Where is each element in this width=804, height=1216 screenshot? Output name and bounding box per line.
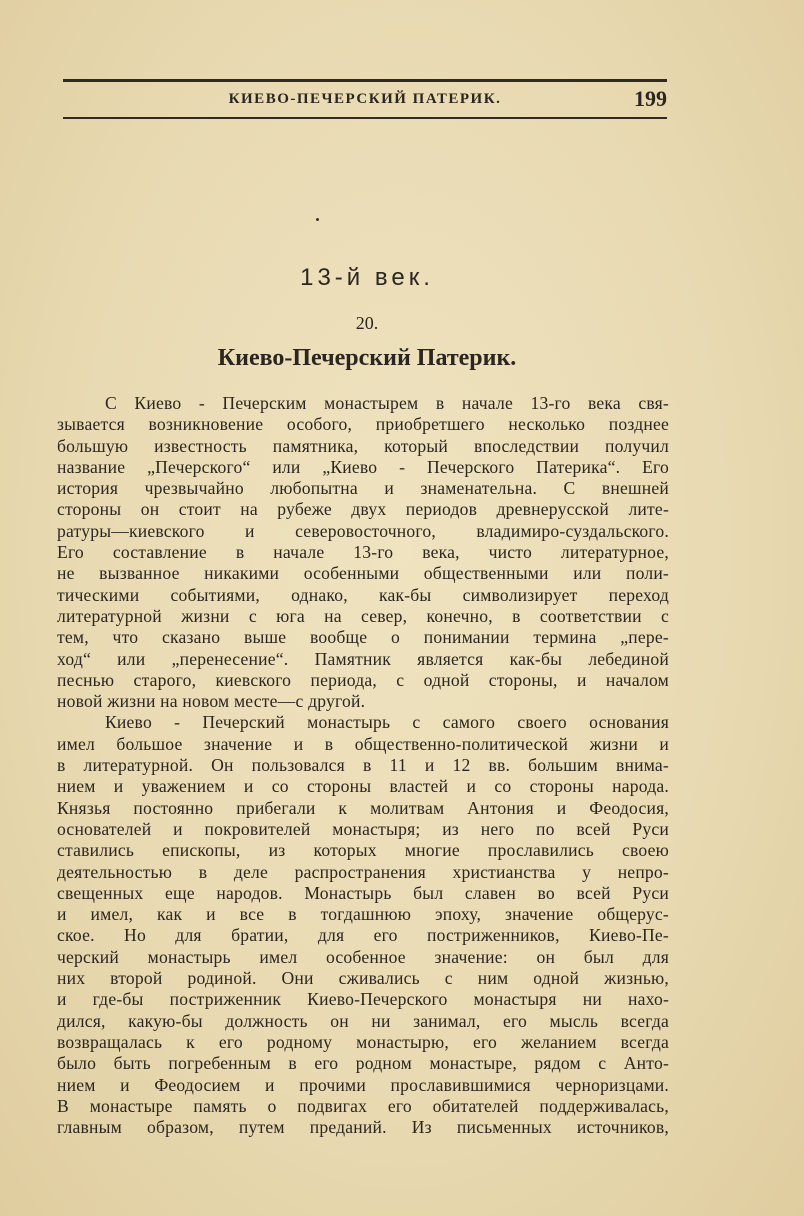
text-line: деятельностью в деле распространения христианства у непро- bbox=[57, 861, 669, 882]
text-line: ское. Но для братии, для его постриженников, Киево-Пе- bbox=[57, 925, 669, 946]
text-line: черский монастырь имел особенное значение: он был для bbox=[57, 946, 669, 967]
running-head bbox=[63, 86, 667, 114]
text-line: Киево - Печерский монастырь с самого своего основания bbox=[105, 712, 669, 733]
text-line: них второй родиной. Они сживались с ним одной жизнью, bbox=[57, 968, 669, 989]
text-line: новой жизни на новом месте—с другой. bbox=[57, 691, 366, 712]
text-line: возвращалась к его родному монастырю, его желанием всегда bbox=[57, 1031, 669, 1052]
text-line: основателей и покровителей монастыря; из него по всей Руси bbox=[57, 818, 669, 839]
text-line: история чрезвычайно любопытна и знаменательна. С внешней bbox=[57, 478, 669, 499]
text-line: ратуры—киевского и северовосточного, владимиро-суздальского. bbox=[57, 520, 669, 541]
text-line: главным образом, путем преданий. Из письменных источников, bbox=[57, 1117, 669, 1138]
section-title: 13-й век. bbox=[300, 264, 434, 291]
text-line: тем, что сказано выше вообще о понимании термина „пере- bbox=[57, 627, 669, 648]
text-line: дился, какую-бы должность он ни занимал, его мысль всегда bbox=[57, 1010, 669, 1031]
text-line: С Киево - Печерским монастырем в начале 13-го века свя- bbox=[105, 393, 669, 413]
print-speck bbox=[316, 218, 319, 221]
text-line: Князья постоянно прибегали к молитвам Антония и Феодосия, bbox=[57, 797, 669, 818]
text-line: и где-бы постриженник Киево-Печерского монастыря ни нахо- bbox=[57, 989, 669, 1010]
text-line: и имел, как и все в тогдашнюю эпоху, значение общерус- bbox=[57, 904, 669, 925]
text-line: зывается возникновение особого, приобретшего несколько позднее bbox=[57, 414, 669, 435]
text-line: стороны он стоит на рубеже двух периодов древнерусской лите- bbox=[57, 499, 669, 520]
text-line: имел большое значение и в общественно-политической жизни и bbox=[57, 733, 669, 754]
entry-number: 20. bbox=[355, 313, 379, 333]
text-line: В монастыре память о подвигах его обитателей поддерживалась, bbox=[57, 1095, 669, 1116]
text-line: было быть погребенным в его родном монастыре, рядом с Анто- bbox=[57, 1053, 669, 1074]
text-line: ход“ или „перенесение“. Памятник является как-бы лебединой bbox=[57, 648, 669, 669]
text-line: в литературной. Он пользовался в 11 и 12 вв. большим внима- bbox=[57, 755, 669, 776]
text-line: ставились епископы, из которых многие прославились своею bbox=[57, 840, 669, 861]
text-line: тическими событиями, однако, как-бы символизирует переход bbox=[57, 584, 669, 605]
text-line: литературной жизни с юга на север, конечно, в соответствии с bbox=[57, 605, 669, 626]
page-number: 199 bbox=[634, 86, 667, 111]
text-line: большую известность памятника, который впоследствии получил bbox=[57, 435, 669, 456]
text-line: свещенных еще народов. Монастырь был славен во всей Руси bbox=[57, 882, 669, 903]
running-title: КИЕВО-ПЕЧЕРСКИЙ ПАТЕРИК. bbox=[228, 91, 502, 107]
text-line: Его составление в начале 13-го века, чисто литературное, bbox=[57, 542, 669, 563]
header-rule-top bbox=[63, 79, 667, 82]
text-line: не вызванное никакими особенными общественными или поли- bbox=[57, 563, 669, 584]
text-line: песнью старого, киевского периода, с одной стороны, и началом bbox=[57, 669, 669, 690]
body-text bbox=[57, 393, 669, 1138]
entry-title: Киево-Печерский Патерик. bbox=[217, 345, 517, 371]
text-line: нием и уважением и со стороны властей и со стороны народа. bbox=[57, 776, 669, 797]
text-line: нием и Феодосием и прочими прославившимися черноризцами. bbox=[57, 1074, 669, 1095]
header-rule-bottom bbox=[63, 117, 667, 119]
paragraph-1 bbox=[57, 393, 669, 712]
text-line: название „Печерского“ или „Киево - Печерского Патерика“. Его bbox=[57, 456, 669, 477]
paragraph-2 bbox=[57, 712, 669, 1138]
